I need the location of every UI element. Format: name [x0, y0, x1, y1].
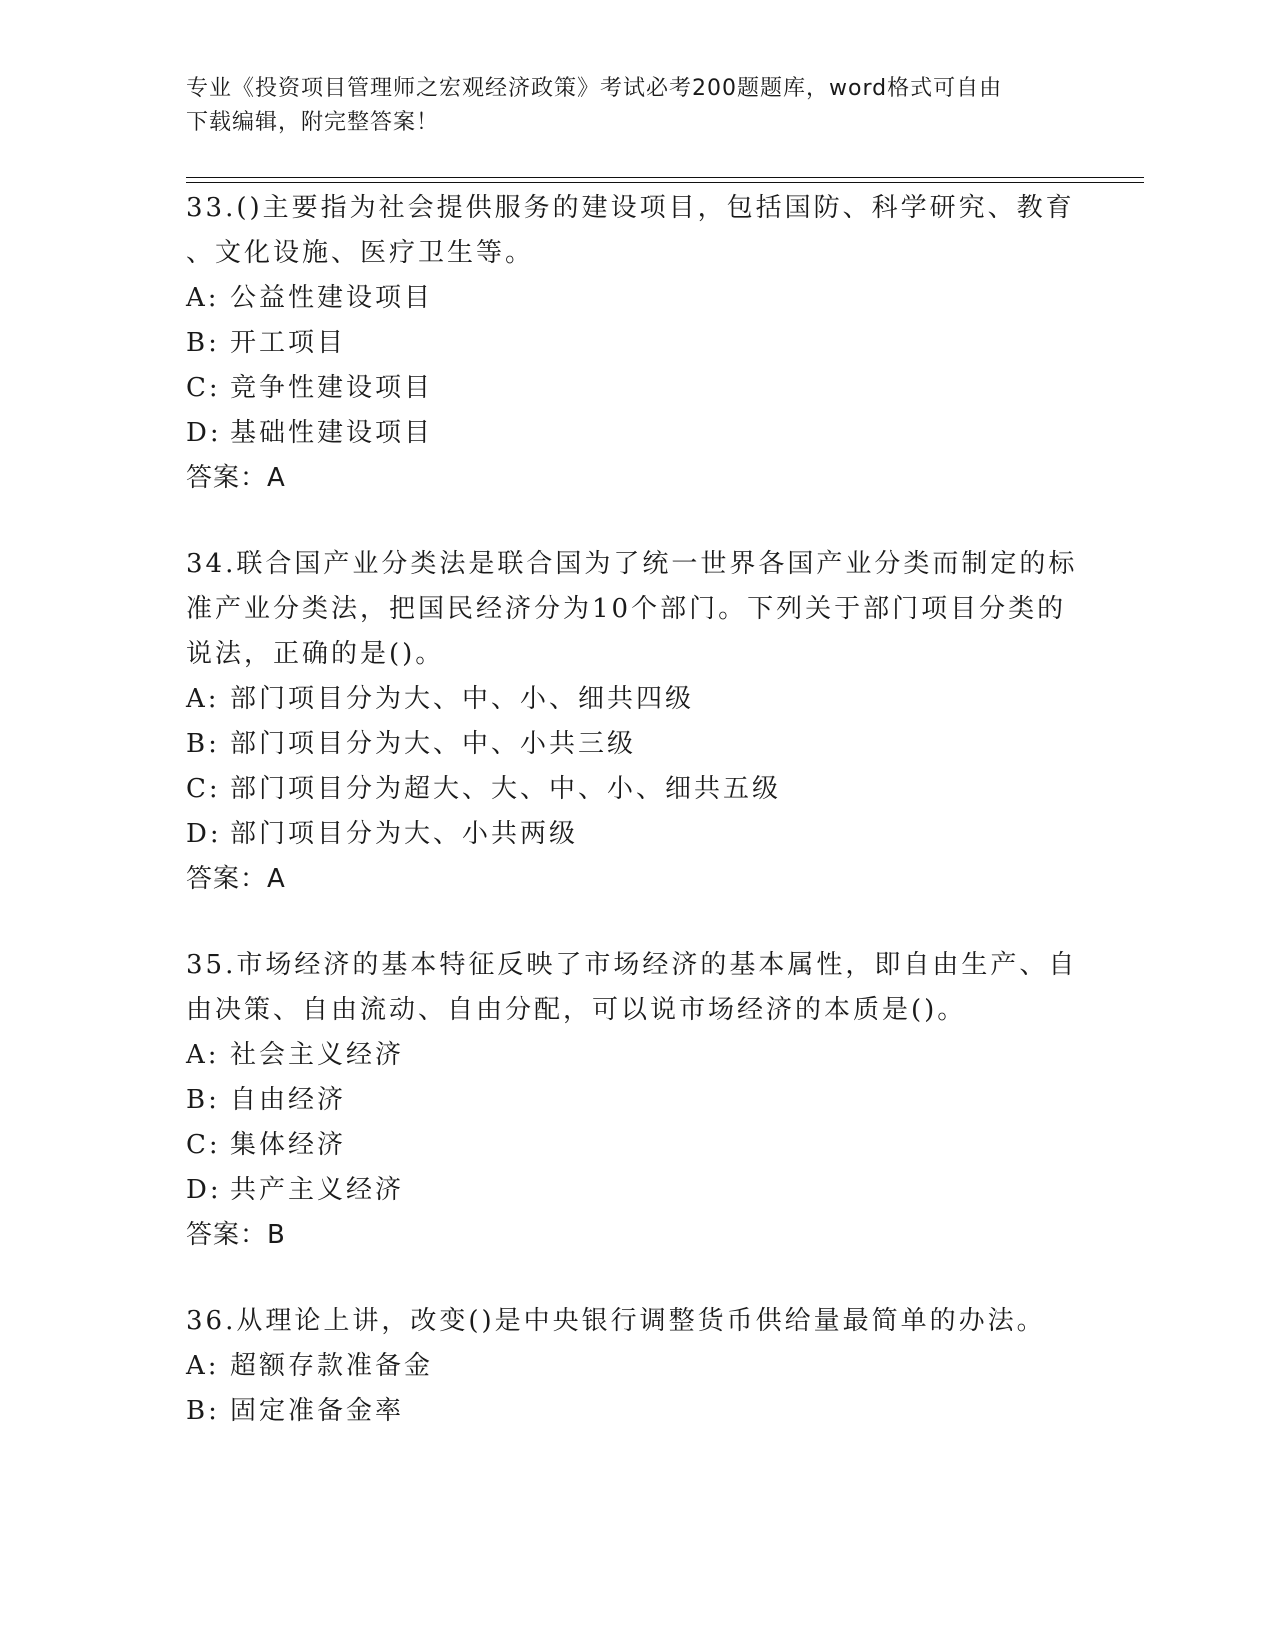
- option-letter: D:: [186, 418, 222, 448]
- option-text: 部门项目分为大、中、小、细共四级: [230, 684, 695, 714]
- header-line-1: 专业《投资项目管理师之宏观经济政策》考试必考200题题库，word格式可自由: [186, 76, 1003, 101]
- option-text: 竞争性建设项目: [230, 373, 434, 403]
- option-letter: A:: [186, 283, 220, 313]
- option-c: [186, 767, 1086, 812]
- option-text: 社会主义经济: [230, 1040, 405, 1070]
- option-letter: C:: [186, 1130, 221, 1160]
- option-letter: C:: [186, 373, 221, 403]
- option-text: 集体经济: [230, 1130, 347, 1160]
- question-stem-line: 35.市场经济的基本特征反映了市场经济的基本属性，即自由生产、自: [186, 950, 1078, 980]
- option-text: 部门项目分为大、小共两级: [230, 819, 579, 849]
- option-letter: C:: [186, 774, 221, 804]
- option-letter: A:: [186, 684, 220, 714]
- option-text: 共产主义经济: [230, 1175, 405, 1205]
- option-a: [186, 1344, 1086, 1389]
- option-b: [186, 1389, 1086, 1434]
- option-a: [186, 677, 1086, 722]
- header-divider-bottom: [186, 182, 1144, 183]
- question-list: [186, 186, 1086, 1475]
- answer-line: 答案：B: [186, 1220, 286, 1250]
- question-stem-line: 36.从理论上讲，改变()是中央银行调整货币供给量最简单的办法。: [186, 1306, 1046, 1336]
- option-letter: D:: [186, 819, 222, 849]
- question-36: [186, 1299, 1086, 1434]
- question-35: [186, 943, 1086, 1258]
- option-a: [186, 1033, 1086, 1078]
- option-d: [186, 812, 1086, 857]
- option-a: [186, 276, 1086, 321]
- option-c: [186, 366, 1086, 411]
- option-letter: A:: [186, 1040, 220, 1070]
- question-stem-line: 、文化设施、医疗卫生等。: [186, 238, 535, 268]
- option-letter: B:: [186, 328, 220, 358]
- header-line-2: 下载编辑，附完整答案！: [186, 110, 440, 135]
- document-header: [186, 72, 1066, 140]
- option-text: 开工项目: [230, 328, 347, 358]
- question-stem-line: 准产业分类法，把国民经济分为10个部门。下列关于部门项目分类的: [186, 594, 1067, 624]
- option-d: [186, 411, 1086, 456]
- option-text: 超额存款准备金: [230, 1351, 434, 1381]
- option-letter: B:: [186, 729, 220, 759]
- option-letter: B:: [186, 1085, 220, 1115]
- question-stem-line: 33.()主要指为社会提供服务的建设项目，包括国防、科学研究、教育: [186, 193, 1075, 223]
- question-33: [186, 186, 1086, 501]
- answer-line: 答案：A: [186, 463, 286, 493]
- option-c: [186, 1123, 1086, 1168]
- answer-line: 答案：A: [186, 864, 286, 894]
- question-stem-line: 34.联合国产业分类法是联合国为了统一世界各国产业分类而制定的标: [186, 549, 1078, 579]
- option-b: [186, 321, 1086, 366]
- option-b: [186, 1078, 1086, 1123]
- option-letter: B:: [186, 1396, 220, 1426]
- question-stem-line: 说法，正确的是()。: [186, 639, 445, 669]
- option-text: 部门项目分为超大、大、中、小、细共五级: [230, 774, 782, 804]
- option-text: 基础性建设项目: [230, 418, 434, 448]
- option-text: 自由经济: [230, 1085, 347, 1115]
- option-text: 部门项目分为大、中、小共三级: [230, 729, 637, 759]
- option-d: [186, 1168, 1086, 1213]
- option-letter: A:: [186, 1351, 220, 1381]
- option-text: 公益性建设项目: [230, 283, 434, 313]
- option-text: 固定准备金率: [230, 1396, 405, 1426]
- header-divider-top: [186, 177, 1144, 178]
- question-stem-line: 由决策、自由流动、自由分配，可以说市场经济的本质是()。: [186, 995, 967, 1025]
- option-letter: D:: [186, 1175, 222, 1205]
- question-34: [186, 542, 1086, 902]
- option-b: [186, 722, 1086, 767]
